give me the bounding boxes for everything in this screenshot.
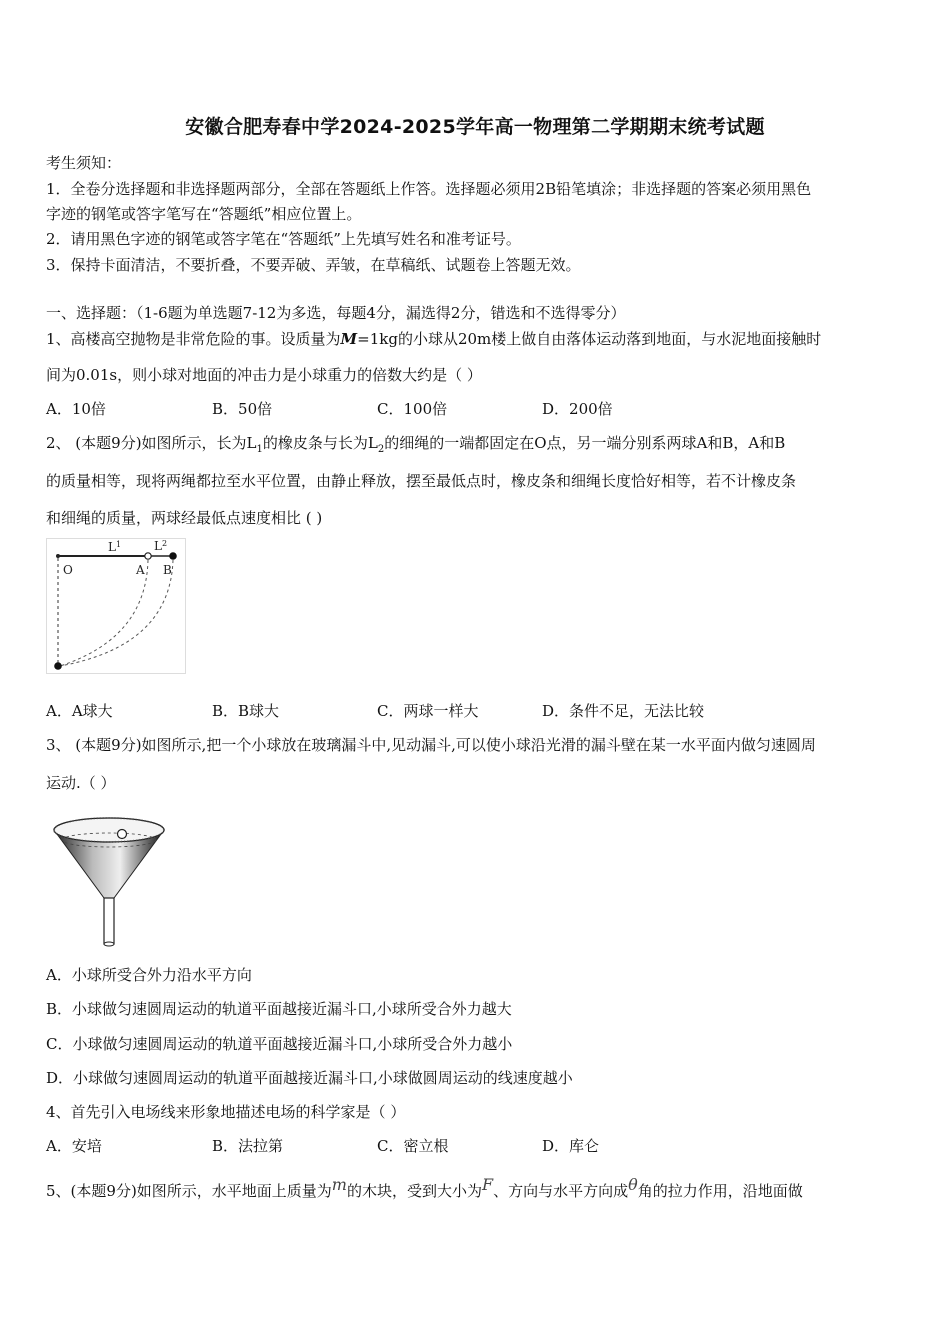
q2-stem-line1: 2、 (本题9分)如图所示，长为$L_1$的橡皮条与长为$L_2$的细绳的一端都固定在O点，另一端分别系两球A和B，A和B — [46, 434, 786, 455]
option-d: D．条件不足，无法比较 — [542, 702, 705, 720]
notice-item: 3．保持卡面清洁，不要折叠，不要弄破、弄皱，在草稿纸、试题卷上答题无效。 — [46, 256, 581, 274]
option-d: D．库仑 — [542, 1137, 600, 1155]
var-f: F — [481, 1175, 494, 1194]
pendulum-figure — [46, 538, 186, 674]
q3-option-c: C．小球做匀速圆周运动的轨道平面越接近漏斗口,小球所受合外力越小 — [46, 1035, 513, 1053]
option-c: C．两球一样大 — [377, 702, 479, 720]
q2-options — [46, 700, 906, 722]
option-c: C．密立根 — [377, 1137, 449, 1155]
option-b: B．法拉第 — [212, 1137, 284, 1155]
var-theta: θ — [628, 1175, 638, 1194]
notice-item: 1．全卷分选择题和非选择题两部分，全部在答题纸上作答。选择题必须用2B铅笔填涂；非选择题的答案必须用黑色 — [46, 180, 812, 198]
q3-option-b: B．小球做匀速圆周运动的轨道平面越接近漏斗口,小球所受合外力越大 — [46, 1000, 512, 1018]
option-a: A．A球大 — [46, 702, 113, 720]
option-b: B．B球大 — [212, 702, 280, 720]
q3-option-a: A．小球所受合外力沿水平方向 — [46, 966, 252, 984]
q1-stem-line2: 间为0.01s，则小球对地面的冲击力是小球重力的倍数大约是（ ） — [46, 366, 482, 384]
option-d: D．200倍 — [542, 400, 613, 418]
q3-stem-line1: 3、 (本题9分)如图所示,把一个小球放在玻璃漏斗中,见动漏斗,可以使小球沿光滑的漏斗壁在某一水平面内做匀速圆周 — [46, 736, 816, 754]
q5-stem-line1: 5、(本题9分)如图所示，水平地面上质量为m的木块，受到大小为F、方向与水平方向成θ角的拉力作用，沿地面做 — [46, 1175, 803, 1200]
section-heading: 一、选择题：（1-6题为单选题7-12为多选，每题4分，漏选得2分，错选和不选得零分） — [46, 304, 626, 322]
label-l2: $L^2$ — [154, 539, 168, 553]
notice-item: 2．请用黑色字迹的钢笔或答字笔在“答题纸”上先填写姓名和准考证号。 — [46, 230, 521, 248]
funnel-figure — [50, 810, 168, 948]
label-l1: $L^1$ — [108, 540, 122, 554]
q4-options — [46, 1135, 906, 1157]
q4-stem: 4、首先引入电场线来形象地描述电场的科学家是（ ） — [46, 1103, 406, 1121]
label-b: B — [163, 563, 172, 577]
q2-stem-line3: 和细绳的质量，两球经最低点速度相比 ( ) — [46, 509, 323, 527]
option-a: A．安培 — [46, 1137, 102, 1155]
q2-stem-line2: 的质量相等，现将两绳都拉至水平位置，由静止释放，摆至最低点时，橡皮条和细绳长度恰好相等，若不计橡皮条 — [46, 472, 797, 490]
notice-item: 字迹的钢笔或答字笔写在“答题纸”相应位置上。 — [46, 205, 362, 223]
option-a: A．10倍 — [46, 400, 106, 418]
q3-option-d: D．小球做匀速圆周运动的轨道平面越接近漏斗口,小球做圆周运动的线速度越小 — [46, 1069, 573, 1087]
q3-stem-line2: 运动.（ ） — [46, 774, 116, 792]
q1-options — [46, 398, 906, 420]
option-c: C．100倍 — [377, 400, 448, 418]
notice-heading: 考生须知： — [46, 154, 122, 172]
page-title: 安徽合肥寿春中学2024-2025学年高一物理第二学期期末统考试题 — [185, 116, 765, 138]
label-a: A — [136, 563, 145, 577]
var-m: m — [331, 1175, 347, 1194]
option-b: B．50倍 — [212, 400, 273, 418]
label-o: O — [63, 563, 73, 577]
q1-stem-line1: 1、高楼高空抛物是非常危险的事。设质量为M=1kg的小球从20m楼上做自由落体运动落到地面，与水泥地面接触时 — [46, 330, 822, 348]
